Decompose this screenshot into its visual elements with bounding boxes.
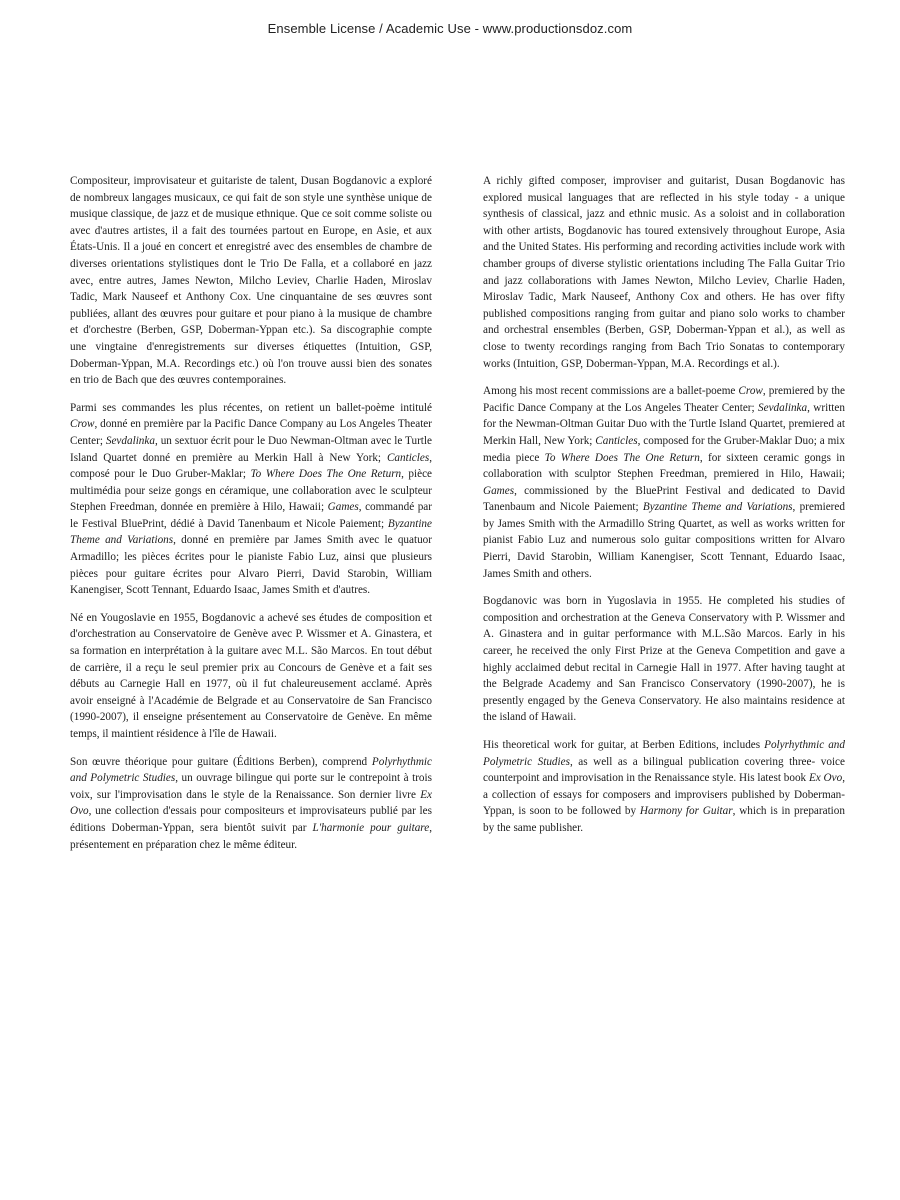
french-paragraph	[70, 610, 432, 743]
body-text: Né en Yougoslavie en 1955, Bogdanovic a achevé ses études de composition et d'orchestration au Conservatoire de Genève avec P. Wissmer et A. Ginastera, et sa formation en interprétation à la guitare avec M.L. São Marcos. En tout début de carrière, il a reçu le seul premier prix au Concours de Genève et a fait ses débuts au Carnegie Hall en 1977, où il fut chaleureusement acclamé. Après avoir enseigné à l'Académie de Belgrade et au Conservatoire de San Francisco (1990-2007), il enseigne présentement au Conservatoire de Genève. En même temps, il maintient résidence à l'île de Hawaii.	[70, 611, 432, 740]
english-paragraph	[483, 593, 845, 726]
body-text: , premiered by the Pacific Dance Company at the Los Angeles Theater Center;	[483, 385, 845, 414]
body-text: A richly gifted composer, improviser and guitarist, Dusan Bogdanovic has explored musical languages that are reflected in his style today - a unique synthesis of classical, jazz and ethnic music. As a soloist and in collaboration with other artists, Bogdanovic has toured extensively throughout Europe, Asia and the United States. His performing and recording activities include work with chamber groups of diverse stylistic orientations including The Falla Guitar Trio and jazz collaborations with James Newton, Milcho Leviev, Charlie Haden, Miroslav Tadic, Mark Nauseef, Anthony Cox and others. He has over fifty published compositions ranging from guitar and piano solo works to chamber and orchestral ensembles (Berben, GSP, Doberman-Yppan et al.), as well as close to twenty recordings ranging from Bach Trio Sonatas to contemporary works (Intuition, GSP, Doberman-Yppan, M.A. Recordings et al.).	[483, 175, 845, 370]
italic-title-text: L'harmonie pour guitare	[312, 821, 430, 834]
body-text: , composé pour le Duo Gruber-Maklar;	[70, 451, 432, 481]
italic-title-text: Harmony for Guitar	[639, 805, 733, 818]
license-header: Ensemble License / Academic Use - www.productionsdoz.com	[267, 21, 633, 36]
body-text: , which is in preparation by the same publisher.	[483, 805, 845, 834]
french-paragraph	[70, 400, 432, 599]
italic-title-text: Sevdalinka	[758, 401, 808, 414]
body-text: , commandé par le Festival BluePrint, dédié à David Tanenbaum et Nicole Paiement;	[70, 501, 432, 530]
body-text: His theoretical work for guitar, at Berben Editions, includes	[483, 739, 765, 751]
body-text: , donné en première par la Pacific Dance Company au Los Angeles Theater Center;	[70, 418, 432, 447]
body-text: , a collection of essays for composers and improvisers published by Doberman-Yppan, is soon to be followed by	[483, 772, 845, 818]
body-text: Among his most recent commissions are a ballet-poeme	[483, 385, 739, 398]
english-paragraph	[483, 737, 845, 837]
italic-title-text: To Where Does The One Return	[250, 468, 402, 481]
italic-title-text: Polyrhythmic and Polymetric Studies	[70, 755, 432, 785]
body-text: , composed for the Gruber-Maklar Duo; a mix media piece	[483, 434, 845, 464]
italic-title-text: Ex Ovo	[808, 772, 843, 785]
body-text: Son œuvre théorique pour guitare (Éditions Berben), comprend	[70, 755, 372, 768]
italic-title-text: Crow	[70, 418, 95, 431]
french-biography-column	[70, 173, 432, 864]
italic-title-text: Crow	[738, 385, 763, 398]
body-text: Parmi ses commandes les plus récentes, on retient un ballet-poème intitulé	[70, 401, 432, 414]
italic-title-text: Canticles	[595, 434, 638, 447]
body-text: , donné en première par James Smith avec le quatuor Armadillo; les pièces écrites pour le pianiste Fabio Luz, ainsi que plusieurs pièces pour guitare écrites pour Alvaro Pierri, David Starobin, William Kanengiser, Scott Tennant, Eduardo Isaac, James Smith et d'autres.	[70, 534, 432, 597]
italic-title-text: Sevdalinka	[105, 434, 155, 447]
body-text: , un ouvrage bilingue qui porte sur le contrepoint à trois voix, sur l'improvisation dans le style de la Renaissance. Son dernier livre	[70, 772, 432, 801]
body-text: , pièce multimédia pour seize gongs en céramique, une collaboration avec le sculpteur Stephen Freedman, donnée en première à Hilo, Hawaii;	[70, 468, 433, 514]
english-paragraph	[483, 383, 845, 582]
italic-title-text: Ex Ovo	[70, 788, 432, 818]
body-text: Bogdanovic was born in Yugoslavia in 1955. He completed his studies of composition and orchestration at the Geneva Conservatory with P. Wissmer and A. Ginastera and in guitar performance with M.L.São Marcos. Early in his career, he received the only First Prize at the Geneva Competition and gave a highly acclaimed debut recital in Carnegie Hall in 1977. After having taught at the Belgrade Academy and San Francisco Conservatory (1990-2007), he is presently engaged by the Geneva Conservatory. He also maintains residence at the island of Hawaii.	[483, 595, 845, 724]
italic-title-text: Games	[483, 484, 515, 497]
english-paragraph	[483, 173, 845, 372]
italic-title-text: Canticles	[386, 451, 430, 464]
french-paragraph	[70, 173, 432, 389]
body-text: , for sixteen ceramic gongs in collaboration with sculptor Stephen Freedman, premiered in Hilo, Hawaii;	[483, 451, 846, 481]
body-text: , as well as a bilingual publication covering three- voice counterpoint and improvisation in the Renaissance style. His latest book	[483, 755, 845, 785]
body-text: , présentement en préparation chez le même éditeur.	[70, 821, 432, 851]
body-text: , une collection d'essais pour compositeurs et improvisateurs publié par les éditions Doberman-Yppan, sera bientôt suivit par	[70, 805, 432, 834]
italic-title-text: To Where Does The One Return	[544, 451, 700, 464]
italic-title-text: Byzantine Theme and Variations	[642, 501, 793, 514]
body-text: , un sextuor écrit pour le Duo Newman-Oltman avec le Turtle Island Quartet donné en première au Merkin Hall à New York;	[70, 434, 432, 464]
french-paragraph	[70, 754, 432, 854]
body-text: , commissioned by the BluePrint Festival and dedicated to David Tanenbaum and Nicole Paiement;	[483, 484, 845, 514]
english-biography-column	[483, 173, 845, 848]
body-text: , premiered by James Smith with the Armadillo String Quartet, as well as works written for pianist Fabio Luz and numerous solo guitar compositions written for Alvaro Pierri, David Starobin, William Kanengiser, Scott Tennant, Eduardo Isaac, James Smith and others.	[483, 501, 845, 580]
italic-title-text: Polyrhythmic and Polymetric Studies	[483, 739, 845, 768]
body-text: , written for the Newman-Oltman Guitar Duo with the Turtle Island Quartet, premiered at Merkin Hall, New York;	[483, 401, 845, 447]
italic-title-text: Byzantine Theme and Variations	[70, 517, 432, 547]
body-text: Compositeur, improvisateur et guitariste de talent, Dusan Bogdanovic a exploré de nombreux langages musicaux, ce qui fait de son style une synthèse unique de musique classique, de jazz et de musique ethnique. Que ce soit comme soliste ou avec d'autres artistes, il a fait des tournées partout en Europe, en Asie, et aux États-Unis. Il a joué en concert et enregistré avec des ensembles de chambre de diverses orientations stylistiques dont le Trio De Falla, et a collaboré en jazz avec, entre autres, James Newton, Milcho Leviev, Charlie Haden, Miroslav Tadic, Mark Nauseef et Anthony Cox. Une cinquantaine de ses œuvres sont publiées, allant des œuvres pour guitare et pour piano à la musique de chambre et d'orchestre (Berben, GSP, Doberman-Yppan etc.). Sa discographie compte une vingtaine d'enregistrements sur diverses étiquettes (Intuition, GSP, Doberman-Yppan, M.A. Recordings etc.) où l'on trouve aussi bien des sonates en trio de Bach que des œuvres contemporaines.	[70, 175, 432, 387]
italic-title-text: Games	[327, 501, 359, 514]
